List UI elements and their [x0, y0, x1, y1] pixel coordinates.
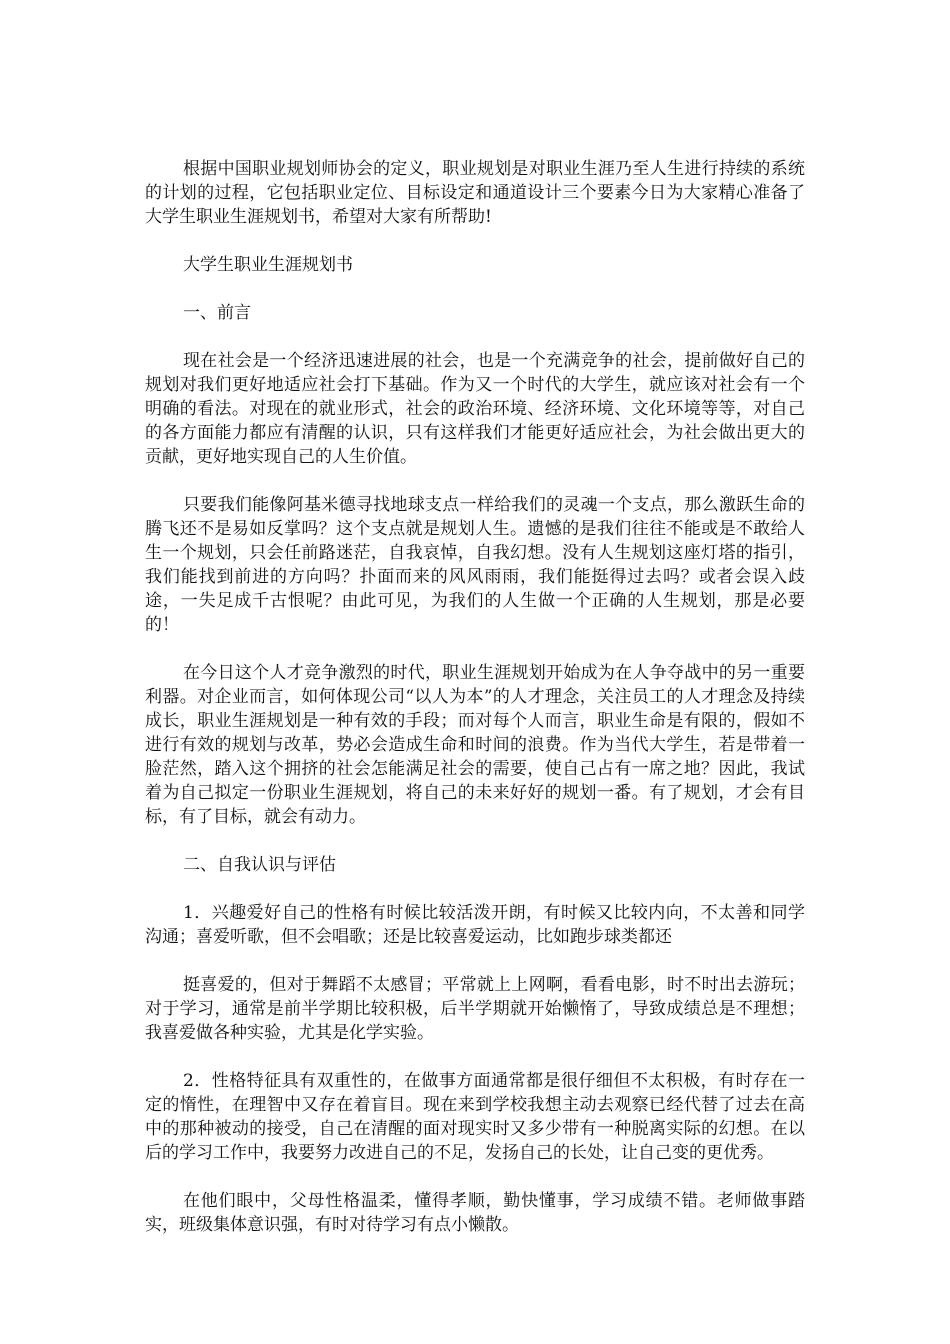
- interests-paragraph: 1．兴趣爱好自己的性格有时候比较活泼开朗，有时候又比较内向，不太善和同学沟通；喜爱听歌，但不会唱歌；还是比较喜爱运动，比如跑步球类都还: [145, 903, 805, 947]
- others-view-paragraph: 在他们眼中，父母性格温柔，懂得孝顺，勤快懂事，学习成绩不错。老师做事踏实，班级集体意识强，有时对待学习有点小懒散。: [145, 1191, 805, 1235]
- document-title: 大学生职业生涯规划书: [183, 255, 353, 275]
- preface-paragraph-1: 现在社会是一个经济迅速进展的社会，也是一个充满竞争的社会，提前做好自己的规划对我们更好地适应社会打下基础。作为又一个时代的大学生，就应该对社会有一个明确的看法。对现在的就业形式，社会的政治环境、经济环境、文化环境等等，对自己的各方面能力都应有清醒的认识，只有这样我们才能更好适应社会，为社会做出更大的贡献，更好地实现自己的人生价值。: [145, 351, 805, 467]
- intro-paragraph: 根据中国职业规划师协会的定义，职业规划是对职业生涯乃至人生进行持续的系统的计划的过程，它包括职业定位、目标设定和通道设计三个要素今日为大家精心准备了大学生职业生涯规划书，希望对大家有所帮助!: [145, 159, 805, 227]
- preface-paragraph-2: 只要我们能像阿基米德寻找地球支点一样给我们的灵魂一个支点，那么激跃生命的腾飞还不是易如反掌吗？这个支点就是规划人生。遗憾的是我们往往不能或是不敢给人生一个规划，只会任前路迷茫，自我哀悼，自我幻想。没有人生规划这座灯塔的指引，我们能找到前进的方向吗？扑面而来的风风雨雨，我们能挺得过去吗？或者会误入歧途，一失足成千古恨呢？由此可见，为我们的人生做一个正确的人生规划，那是必要的！: [145, 495, 805, 635]
- personality-paragraph: 2．性格特征具有双重性的，在做事方面通常都是很仔细但不太积极，有时存在一定的惰性，在理智中又存在着盲目。现在来到学校我想主动去观察已经代替了过去在高中的那种被动的接受，自己在清醒的面对现实时又多少带有一种脱离实际的幻想。在以后的学习工作中，我要努力改进自己的不足，发扬自己的长处，让自己变的更优秀。: [145, 1071, 805, 1163]
- interests-paragraph-continued: 挺喜爱的，但对于舞蹈不太感冒；平常就上上网啊，看看电影，时不时出去游玩；对于学习，通常是前半学期比较积极，后半学期就开始懒惰了，导致成绩总是不理想；我喜爱做各种实验，尤其是化学实验。: [145, 975, 805, 1043]
- preface-paragraph-3: 在今日这个人才竞争激烈的时代，职业生涯规划开始成为在人争夺战中的另一重要利器。对企业而言，如何体现公司“以人为本”的人才理念，关注员工的人才理念及持续成长，职业生涯规划是一种有效的手段；而对每个人而言，职业生命是有限的，假如不进行有效的规划与改革，势必会造成生命和时间的浪费。作为当代大学生，若是带着一脸茫然，踏入这个拥挤的社会怎能满足社会的需要，使自己占有一席之地？因此，我试着为自己拟定一份职业生涯规划，将自己的未来好好的规划一番。有了规划，才会有目标，有了目标，就会有动力。: [145, 663, 805, 827]
- section-heading-self-assessment: 二、自我认识与评估: [183, 855, 336, 875]
- document-page: [145, 157, 805, 1261]
- section-heading-preface: 一、前言: [183, 303, 251, 323]
